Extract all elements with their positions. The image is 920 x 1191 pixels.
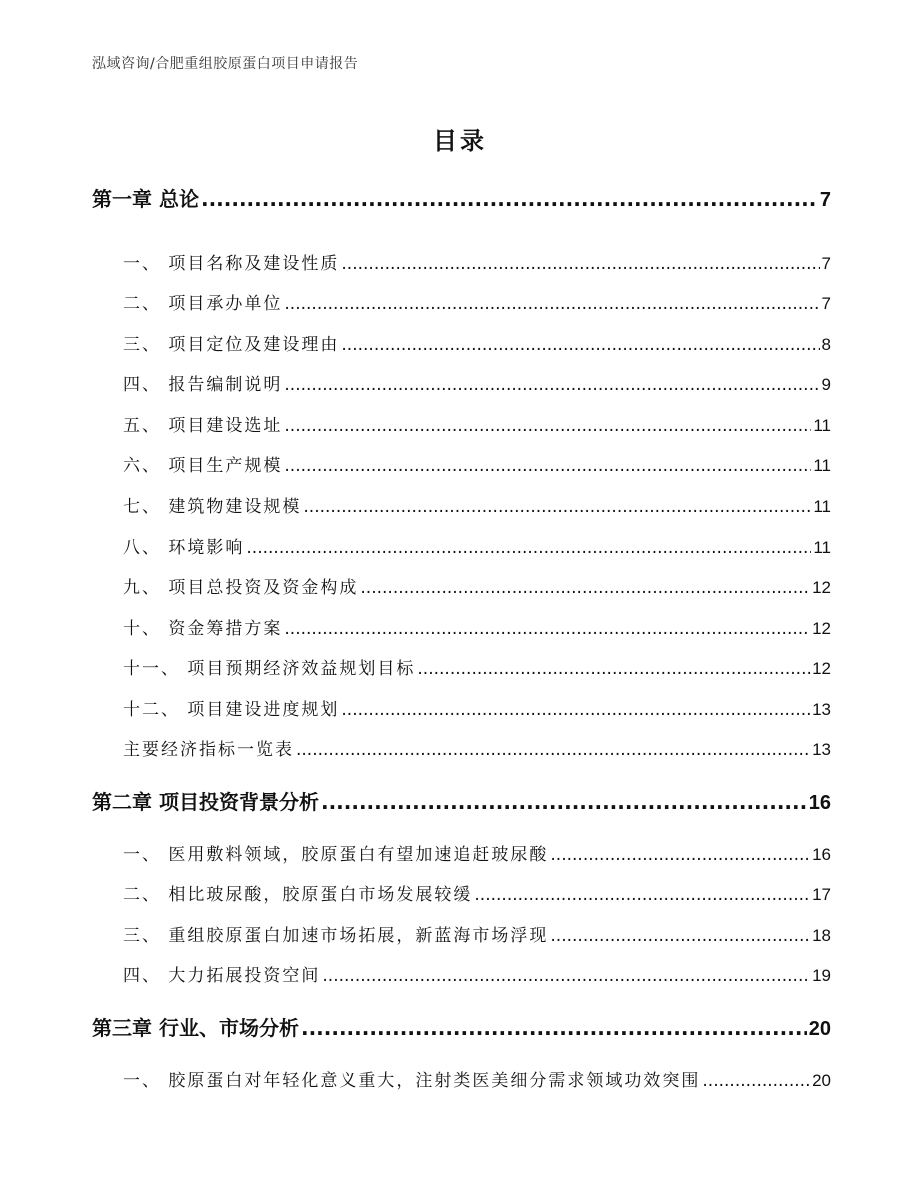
toc-entry-label: 十、 资金筹措方案 — [123, 619, 283, 639]
toc-entry-page: 12 — [812, 659, 831, 678]
toc-section-entry[interactable] — [92, 289, 831, 314]
toc-entry-page: 18 — [812, 926, 831, 945]
toc-entry-label: 五、 项目建设选址 — [123, 416, 283, 436]
toc-leader-dots — [341, 335, 819, 355]
toc-entry-label: 六、 项目生产规模 — [123, 456, 283, 476]
toc-entry-page: 11 — [813, 497, 831, 516]
toc-section-entry[interactable] — [92, 695, 831, 720]
toc-entry-page: 7 — [821, 294, 831, 313]
toc-leader-dots — [284, 416, 811, 436]
toc-entry-label: 第一章 总论 — [92, 187, 199, 211]
toc-leader-dots — [284, 375, 819, 395]
running-header: 泓域咨询/合肥重组胶原蛋白项目申请报告 — [92, 56, 359, 72]
toc-entry-label: 十一、 项目预期经济效益规划目标 — [123, 659, 416, 679]
toc-section-entry[interactable] — [92, 330, 831, 355]
toc-leader-dots — [550, 926, 810, 946]
toc-entry-label: 一、 项目名称及建设性质 — [123, 254, 340, 274]
page-title: 目录 — [433, 127, 487, 155]
toc-entry-label: 十二、 项目建设进度规划 — [123, 700, 340, 720]
toc-section-entry[interactable] — [92, 533, 831, 558]
toc-leader-dots — [284, 456, 811, 476]
toc-leader-dots — [296, 740, 810, 760]
toc-entry-label: 七、 建筑物建设规模 — [123, 497, 302, 517]
toc-entry-page: 12 — [812, 619, 831, 638]
toc-entry-label: 二、 项目承办单位 — [123, 294, 283, 314]
toc-entry-page: 7 — [819, 189, 831, 211]
toc-section-entry[interactable] — [92, 921, 831, 946]
toc-entry-page: 16 — [812, 845, 831, 864]
toc-entry-label: 一、 胶原蛋白对年轻化意义重大，注射类医美细分需求领域功效突围 — [123, 1071, 701, 1091]
toc-chapter-entry[interactable] — [92, 183, 831, 212]
toc-leader-dots — [417, 659, 810, 679]
toc-leader-dots — [284, 619, 810, 639]
toc-entry-label: 八、 环境影响 — [123, 538, 245, 558]
toc-entry-label: 三、 项目定位及建设理由 — [123, 335, 340, 355]
toc-entry-label: 四、 大力拓展投资空间 — [123, 966, 321, 986]
toc-section-entry[interactable] — [92, 840, 831, 865]
toc-entry-page: 19 — [812, 966, 831, 985]
toc-leader-dots — [201, 187, 818, 211]
toc-entry-page: 17 — [812, 885, 831, 904]
toc-section-entry[interactable] — [92, 411, 831, 436]
toc-leader-dots — [474, 885, 810, 905]
toc-entry-page: 8 — [821, 335, 831, 354]
toc-leader-dots — [322, 966, 810, 986]
toc-entry-page: 12 — [812, 578, 831, 597]
toc-entry-page: 20 — [808, 1018, 831, 1040]
toc-entry-label: 二、 相比玻尿酸，胶原蛋白市场发展较缓 — [123, 885, 473, 905]
toc-leader-dots — [303, 497, 811, 517]
toc-section-entry[interactable] — [92, 249, 831, 274]
toc-section-entry[interactable] — [92, 451, 831, 476]
toc-entry-page: 13 — [812, 740, 831, 759]
toc-entry-page: 16 — [808, 792, 831, 814]
toc-entry-label: 第二章 项目投资背景分析 — [92, 790, 319, 814]
toc-entry-page: 13 — [812, 700, 831, 719]
toc-section-entry[interactable] — [92, 735, 831, 760]
toc-entry-label: 一、 医用敷料领域，胶原蛋白有望加速追赶玻尿酸 — [123, 845, 549, 865]
toc-leader-dots — [341, 254, 819, 274]
toc-entry-page: 7 — [821, 254, 831, 273]
toc-entry-label: 三、 重组胶原蛋白加速市场拓展，新蓝海市场浮现 — [123, 926, 549, 946]
toc-entry-label: 主要经济指标一览表 — [123, 740, 294, 760]
toc-leader-dots — [360, 578, 810, 598]
toc-section-entry[interactable] — [92, 961, 831, 986]
toc-leader-dots — [301, 1016, 807, 1040]
toc-chapter-entry[interactable] — [92, 786, 831, 815]
toc-leader-dots — [341, 700, 810, 720]
toc-section-entry[interactable] — [92, 880, 831, 905]
toc-leader-dots — [321, 790, 807, 814]
toc-entry-page: 20 — [812, 1071, 831, 1090]
toc-section-entry[interactable] — [92, 654, 831, 679]
toc-entry-label: 四、 报告编制说明 — [123, 375, 283, 395]
toc-leader-dots — [550, 845, 810, 865]
toc-entry-page: 11 — [813, 538, 831, 557]
toc-entry-page: 9 — [821, 375, 831, 394]
toc-entry-label: 第三章 行业、市场分析 — [92, 1016, 299, 1040]
toc-section-entry[interactable] — [92, 1066, 831, 1091]
toc-section-entry[interactable] — [92, 573, 831, 598]
toc-entry-page: 11 — [813, 456, 831, 475]
toc-entry-label: 九、 项目总投资及资金构成 — [123, 578, 359, 598]
toc-section-entry[interactable] — [92, 614, 831, 639]
toc-entry-page: 11 — [813, 416, 831, 435]
toc-chapter-entry[interactable] — [92, 1012, 831, 1041]
toc-leader-dots — [702, 1071, 810, 1091]
toc-section-entry[interactable] — [92, 370, 831, 395]
toc-leader-dots — [284, 294, 819, 314]
toc-leader-dots — [246, 538, 811, 558]
toc-section-entry[interactable] — [92, 492, 831, 517]
